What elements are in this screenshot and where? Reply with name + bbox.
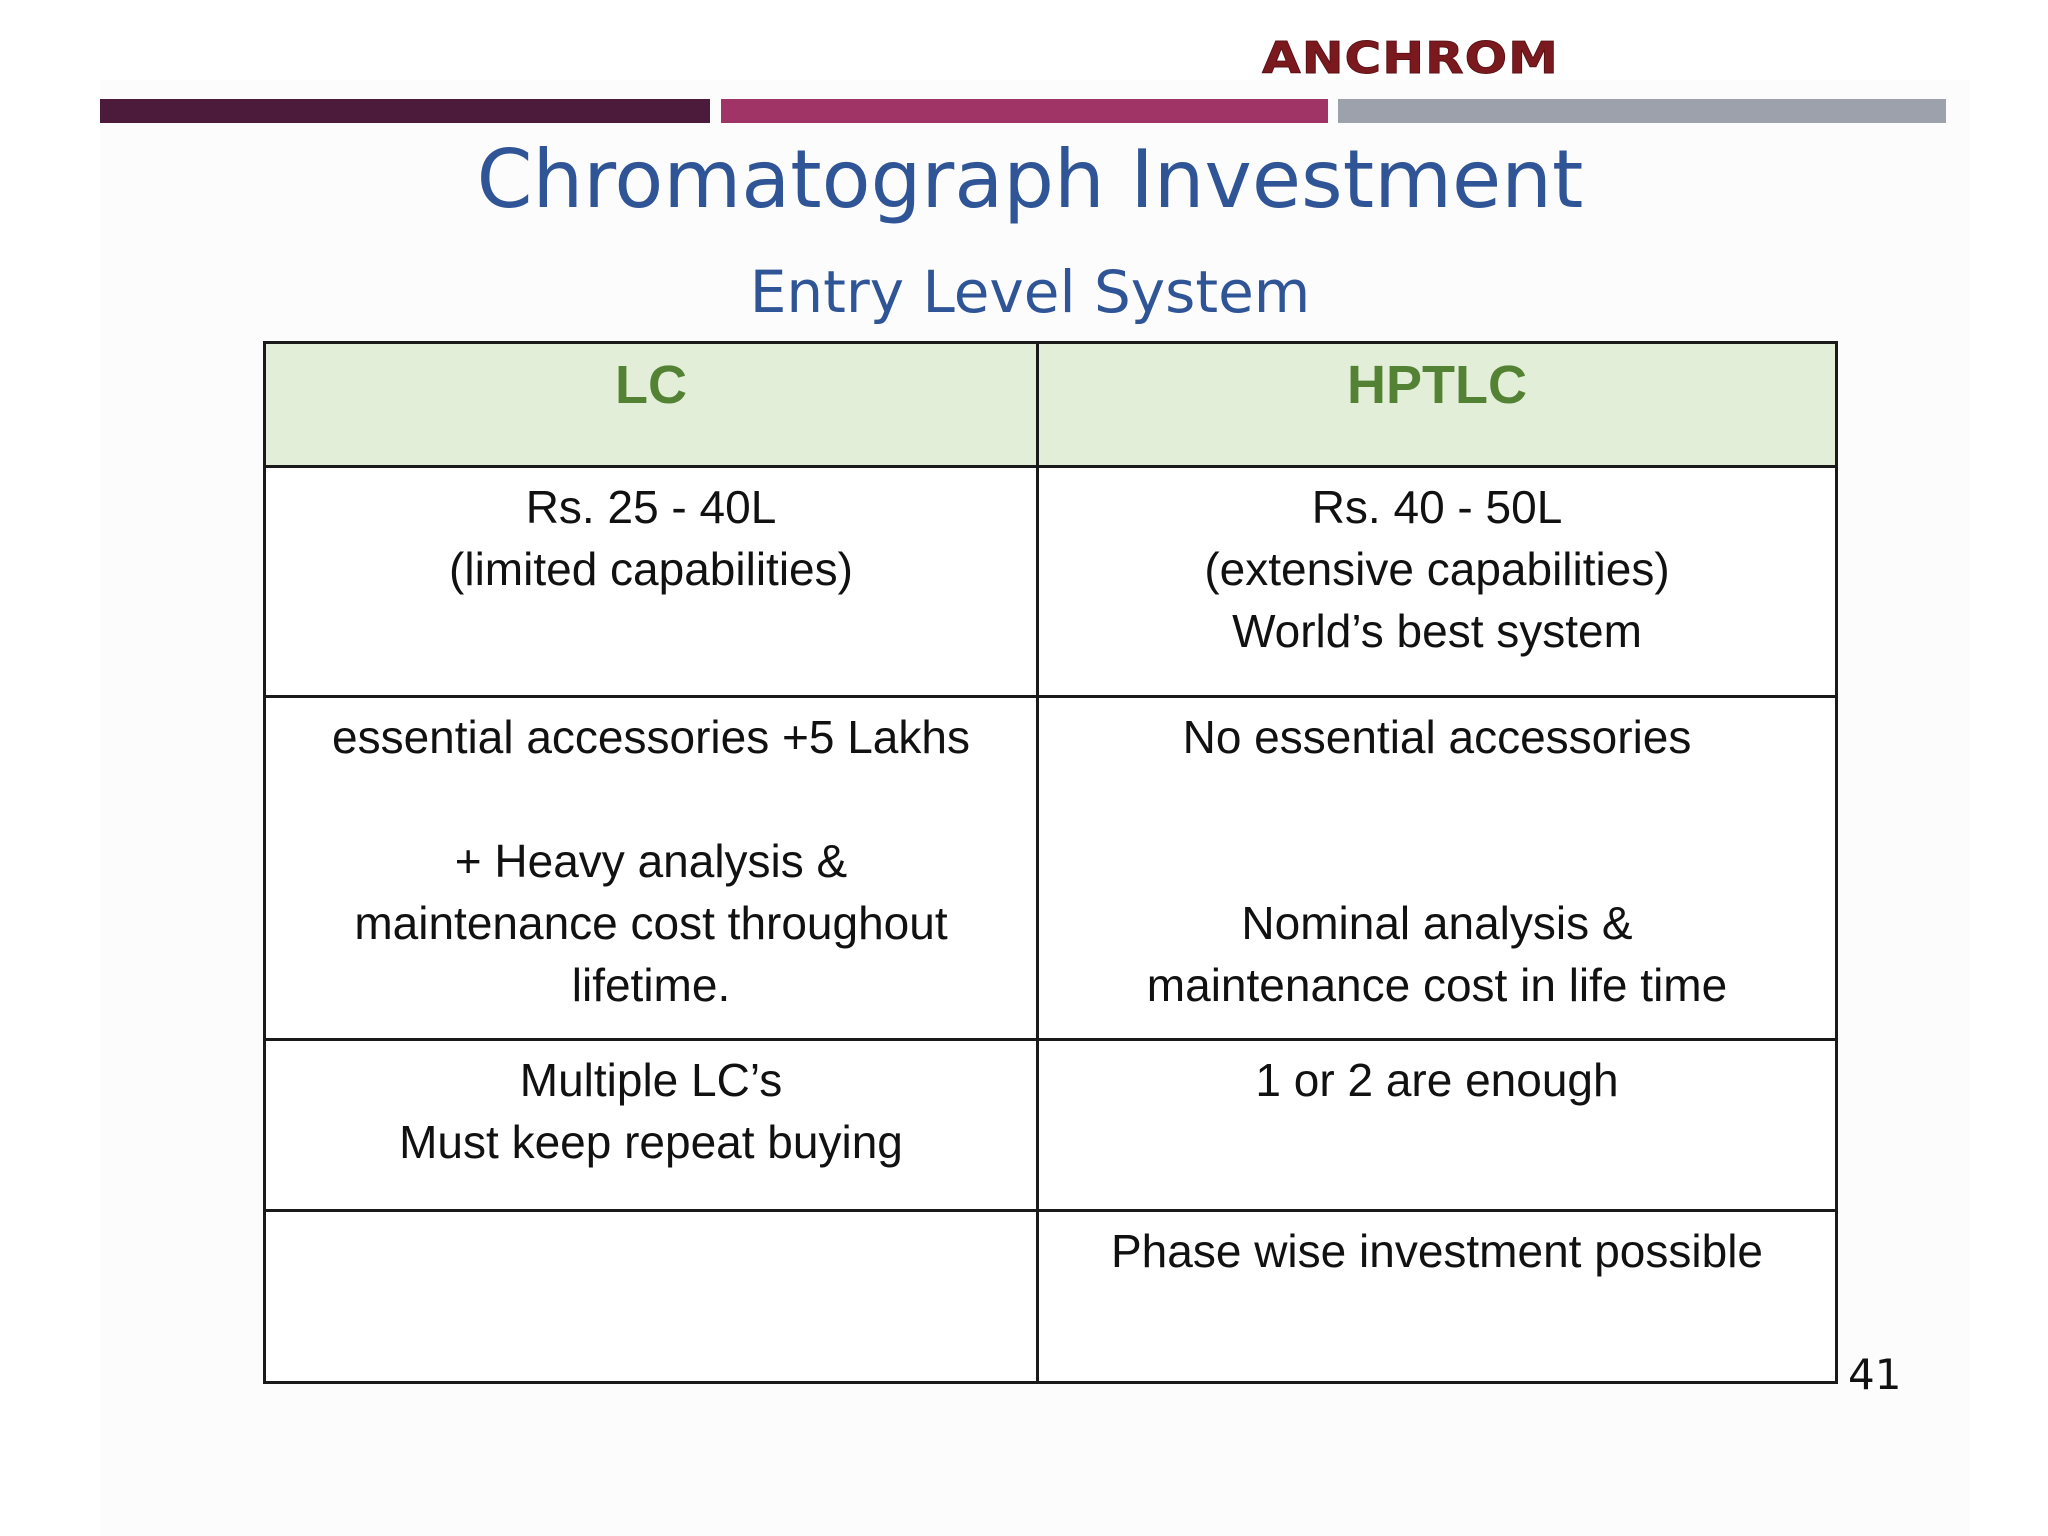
- anchrom-logo: ANCHROM: [1262, 32, 1559, 84]
- header-bar-2: [721, 99, 1328, 123]
- slide-subtitle: Entry Level System: [749, 258, 1311, 326]
- header-bar-3: [1338, 99, 1946, 123]
- lc-quantity-cell: [265, 1040, 1038, 1211]
- lc-cost-text: Rs. 25 - 40L (limited capabilities): [449, 481, 853, 595]
- lc-accessories-text: essential accessories +5 Lakhs + Heavy analysis & maintenance cost throughout lifetime.: [332, 711, 970, 1011]
- hptlc-quantity-cell: [1038, 1040, 1837, 1211]
- column-header-lc: LC: [265, 343, 1038, 467]
- lc-quantity-text: Multiple LC’s Must keep repeat buying: [399, 1054, 903, 1168]
- hptlc-accessories-cell: [1038, 697, 1837, 1040]
- page-number: 41: [1848, 1350, 1902, 1399]
- table-row: [265, 1040, 1837, 1211]
- lc-cost-cell: [265, 467, 1038, 697]
- hptlc-cost-cell: [1038, 467, 1837, 697]
- table-row: [265, 697, 1837, 1040]
- table-header-row: [265, 343, 1837, 467]
- column-header-hptlc: HPTLC: [1038, 343, 1837, 467]
- table-row: [265, 1211, 1837, 1383]
- lc-accessories-cell: [265, 697, 1038, 1040]
- slide-title: Chromatograph Investment: [476, 133, 1584, 226]
- lc-phase-cell: [265, 1211, 1038, 1383]
- table-row: [265, 467, 1837, 697]
- hptlc-cost-text: Rs. 40 - 50L (extensive capabilities) World’s best system: [1204, 481, 1670, 657]
- header-bar-1: [100, 99, 710, 123]
- hptlc-accessories-text: No essential accessories Nominal analysis & maintenance cost in life time: [1146, 711, 1728, 1011]
- comparison-table: [263, 341, 1838, 1384]
- hptlc-quantity-text: 1 or 2 are enough: [1255, 1054, 1619, 1106]
- hptlc-phase-text: Phase wise investment possible: [1111, 1225, 1763, 1277]
- hptlc-phase-cell: [1038, 1211, 1837, 1383]
